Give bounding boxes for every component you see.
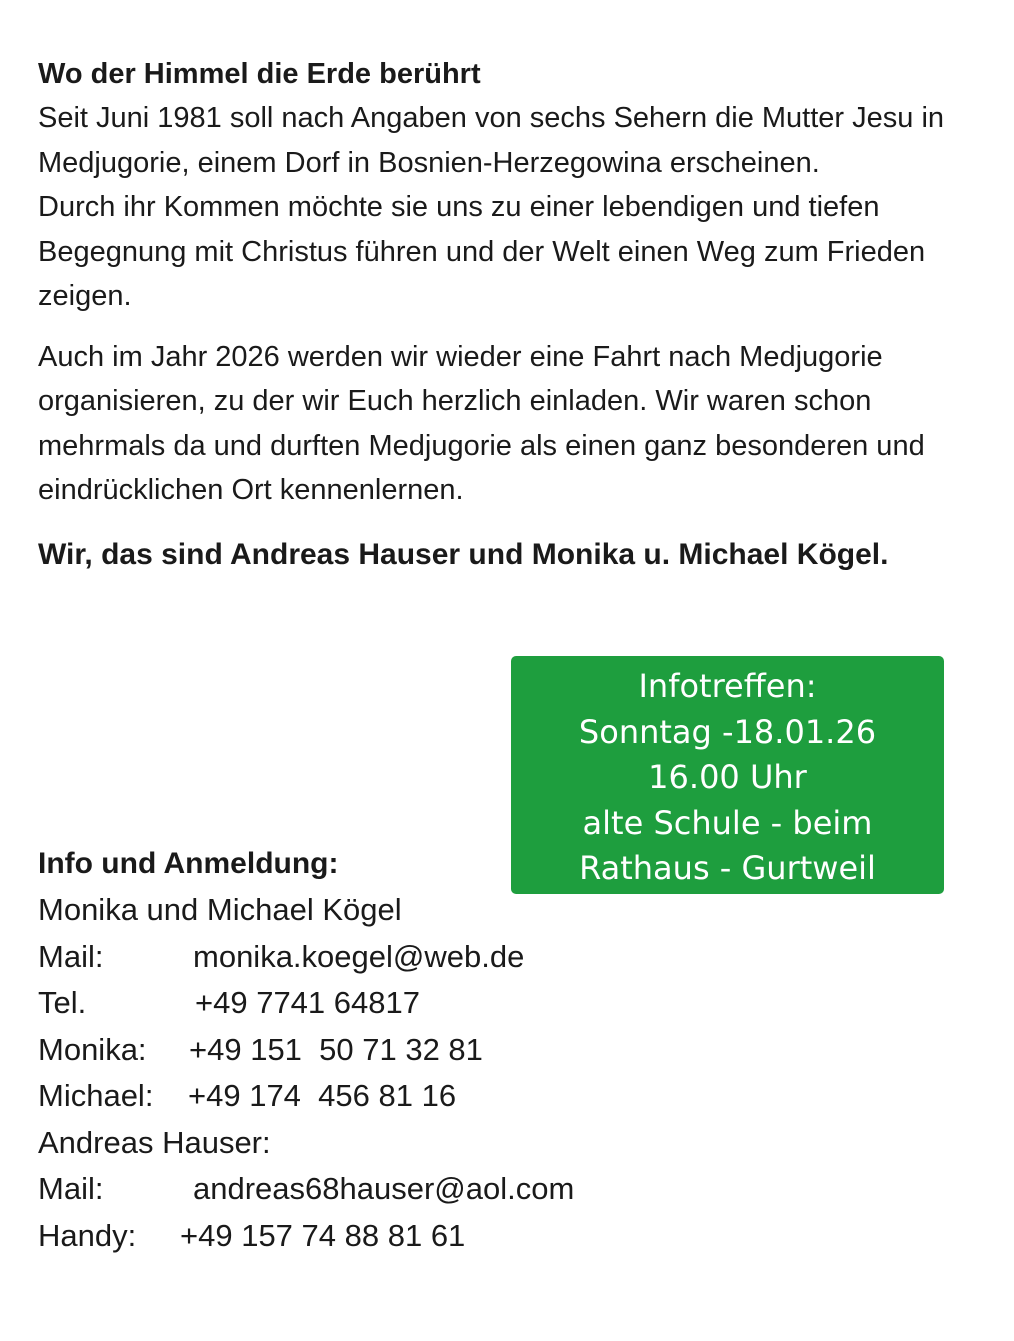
contact-section [38,841,738,1259]
contact-row [38,1213,738,1260]
contact-label: Mail: [38,1171,104,1206]
contact-label: Tel. [38,985,87,1020]
contact-label: Michael: [38,1078,154,1113]
phone-link[interactable]: +49 7741 64817 [195,985,420,1020]
contact-row [38,980,738,1027]
contact-row [38,1073,738,1120]
contact-label: Handy: [38,1217,137,1253]
phone-link[interactable]: +49 174 456 81 16 [188,1078,457,1113]
article-paragraph-3: Auch im Jahr 2026 werden wir wieder eine Fahrt nach Medjugorie organisieren, zu der wir Euch herzlich einladen. Wir waren schon mehrmals da und durften Medjugorie als einen ganz besonderen und eindrücklichen Ort kennenlernen. [38,340,925,506]
contact-row [38,1166,738,1213]
info-meeting-line: Infotreffen: [638,667,817,705]
contact-name: Andreas Hauser: [38,1124,271,1160]
contact-label: Monika: [38,1031,147,1067]
email-link[interactable]: andreas68hauser@aol.com [193,1171,575,1206]
article-paragraph-1: Seit Juni 1981 soll nach Angaben von sechs Sehern die Mutter Jesu in Medjugorie, einem Dorf in Bosnien-Herzegowina erscheinen. [38,102,945,179]
info-meeting-line: Sonntag -18.01.26 [578,712,877,751]
email-link[interactable]: monika.koegel@web.de [193,938,525,974]
phone-link[interactable]: +49 151 50 71 32 81 [189,1031,483,1067]
article-paragraph-2: Durch ihr Kommen möchte sie uns zu einer lebendigen und tiefen Begegnung mit Christus führen und der Welt einen Weg zum Frieden zeigen. [38,191,926,312]
contact-row [38,1027,738,1074]
info-meeting-line: 16.00 Uhr [648,758,807,796]
team-statement: Wir, das sind Andreas Hauser und Monika u. Michael Kögel. [38,537,889,571]
contact-name: Monika und Michael Kögel [38,892,402,927]
info-meeting-line: alte Schule - beim [582,803,873,842]
info-meeting-line: Rathaus - Gurtweil [579,849,876,887]
article-title: Wo der Himmel die Erde berührt [38,58,481,90]
article [38,52,988,578]
contact-title: Info und Anmeldung: [38,847,339,880]
contact-label: Mail: [38,938,104,974]
phone-link[interactable]: +49 157 74 88 81 61 [180,1217,466,1253]
contact-row [38,934,738,981]
